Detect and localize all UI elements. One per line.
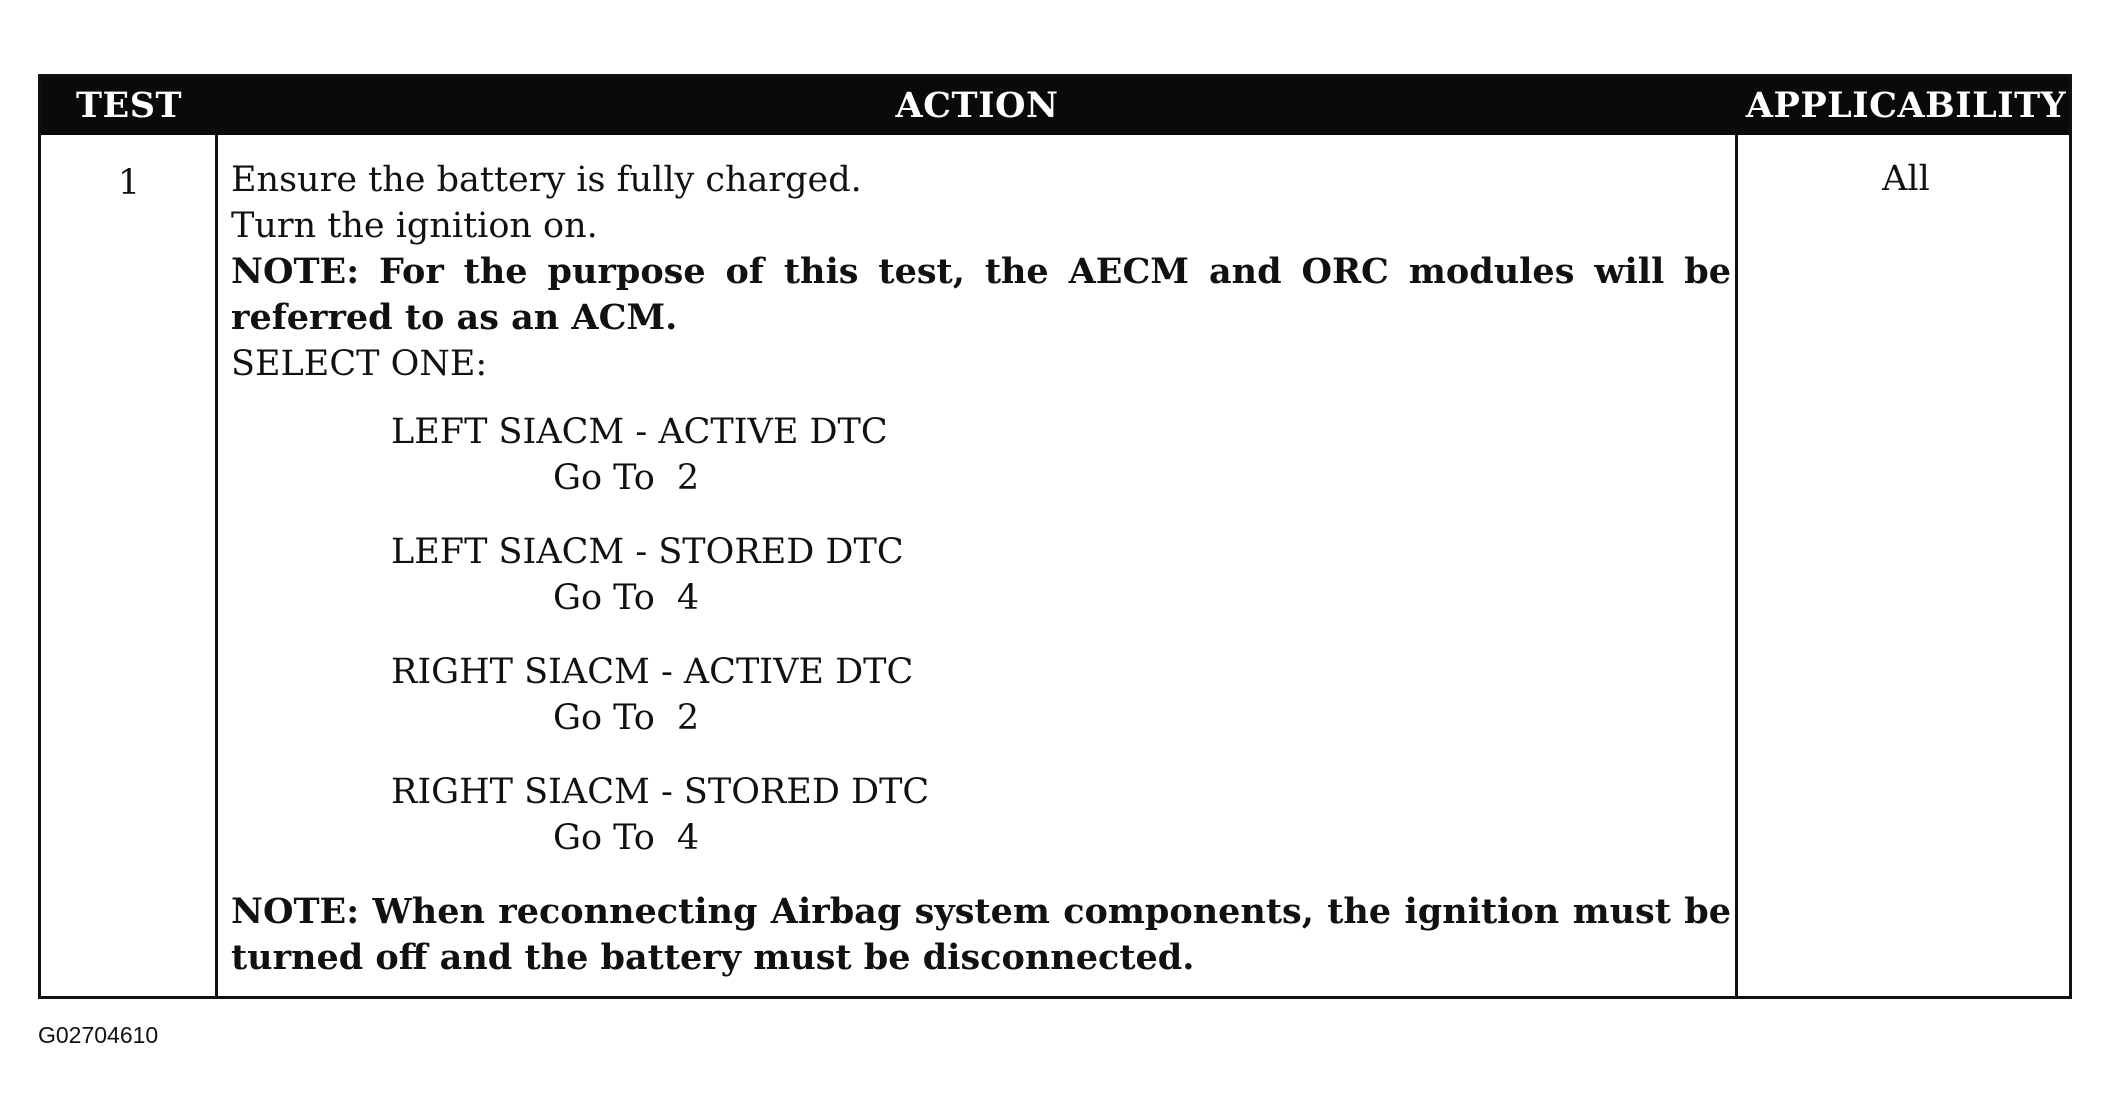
diagnostic-test-table (38, 74, 2072, 999)
header-applicability: APPLICABILITY (1745, 85, 2067, 126)
action-cell (231, 157, 1731, 981)
option-label: LEFT SIACM - ACTIVE DTC (391, 412, 888, 452)
goto-text: Go To (553, 698, 655, 738)
option-item (231, 529, 1731, 621)
test-number: 1 (117, 163, 141, 203)
option-label: LEFT SIACM - STORED DTC (391, 532, 904, 572)
option-item (231, 769, 1731, 861)
action-instruction: Ensure the battery is fully charged. (231, 160, 862, 200)
option-item (231, 649, 1731, 741)
note-text: NOTE: When reconnecting Airbag system components, the ignition must be turned off and the battery must be disconnected. (231, 891, 1731, 978)
table-header-row (41, 77, 2069, 135)
action-instruction: Turn the ignition on. (231, 206, 598, 246)
goto-step: 4 (676, 818, 700, 858)
option-goto (231, 575, 1731, 621)
option-goto (231, 695, 1731, 741)
column-divider (215, 135, 218, 996)
applicability-value: All (1882, 159, 1930, 199)
note-text: NOTE: For the purpose of this test, the AECM and ORC modules will be referred to as an ACM. (231, 251, 1731, 338)
goto-step: 2 (676, 458, 700, 498)
goto-step: 2 (676, 698, 700, 738)
option-goto (231, 455, 1731, 501)
goto-text: Go To (553, 458, 655, 498)
option-list (231, 409, 1731, 861)
goto-text: Go To (553, 578, 655, 618)
header-action: ACTION (895, 85, 1059, 126)
option-item (231, 409, 1731, 501)
option-label: RIGHT SIACM - STORED DTC (391, 772, 930, 812)
figure-id: G02704610 (38, 1022, 159, 1048)
option-label: RIGHT SIACM - ACTIVE DTC (391, 652, 914, 692)
select-one-label: SELECT ONE: (231, 344, 488, 384)
option-goto (231, 815, 1731, 861)
column-divider (1735, 135, 1738, 996)
goto-text: Go To (553, 818, 655, 858)
goto-step: 4 (676, 578, 700, 618)
header-test: TEST (75, 85, 183, 126)
